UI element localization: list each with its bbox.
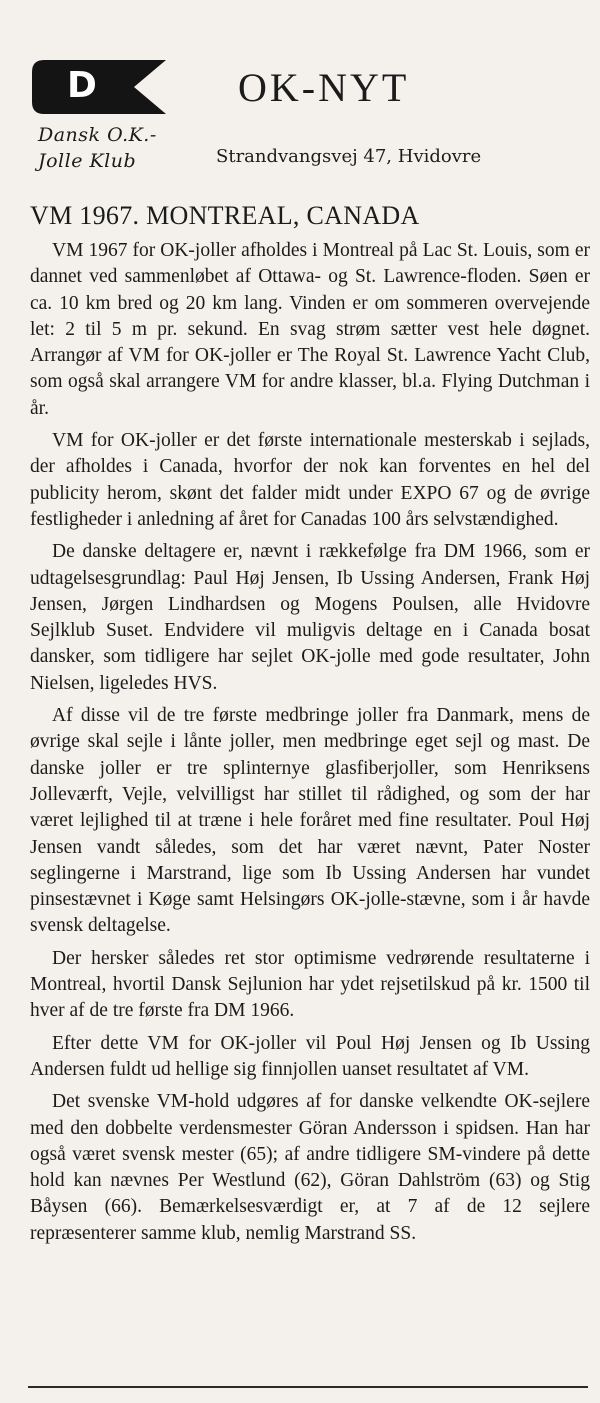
newsletter-title: OK-NYT: [238, 65, 410, 110]
logo-letter: D: [67, 65, 97, 106]
article-body: [30, 238, 590, 1253]
article-paragraph: Efter dette VM for OK-joller vil Poul Høj Jensen og Ib Ussing Andersen fuldt ud hellige sig finnjollen uanset resultatet af VM.: [30, 1032, 590, 1080]
club-name-line-2: Jolle Klub: [38, 150, 137, 172]
club-address: Strandvangsvej 47, Hvidovre: [216, 146, 482, 167]
article-paragraph: Det svenske VM-hold udgøres af for danske velkendte OK-sejlere med den dobbelte verdensmester Göran Andersson i spidsen. Han har også været svensk mester (65); af andre tidligere SM-vindere på dette hold kan nævnes Per Westlund (62), Göran Dahlström (63) og Stig Båysen (66). Bemærkelsesværdigt er, at 7 af de 12 sejlere repræsenterer samme klub, nemlig Marstrand SS.: [30, 1091, 590, 1244]
article-paragraph: Af disse vil de tre første medbringe joller fra Danmark, mens de øvrige skal sejle i lånte joller, men medbringe eget sejl og mast. De danske joller er tre splinternye glasfiberjoller, som Henriksens Jolleværft, Vejle, velvilligst har stillet til rådighed, og som der har været lejlighed til at træne i hele foråret med fine resultater. Poul Høj Jensen vandt således, som det har været nævnt, Pater Noster seglingerne i Marstrand, lige som Ib Ussing Andersen har vundet pinsestævnet i Køge samt Helsingørs OK-jolle-stævne, som i år havde svensk deltagelse.: [30, 705, 590, 937]
club-name-line-1: Dansk O.K.-: [38, 124, 157, 146]
club-name: [38, 122, 188, 174]
bottom-divider: [28, 1386, 588, 1388]
article-heading: VM 1967. MONTREAL, CANADA: [30, 201, 420, 230]
article-paragraph: Der hersker således ret stor optimisme vedrørende resultaterne i Montreal, hvortil Dansk Sejlunion har ydet rejsetilskud på kr. 1500 til hver af de tre første fra DM 1966.: [30, 947, 590, 1022]
article-paragraph: VM 1967 for OK-joller afholdes i Montreal på Lac St. Louis, som er dannet ved sammenløbet af Ottawa- og St. Lawrence-floden. Søen er ca. 10 km bred og 20 km lang. Vinden er om sommeren overvejende let: 2 til 5 m pr. sekund. En svag strøm sætter vest hele døgnet. Arrangør af VM for OK-joller er The Royal St. Lawrence Yacht Club, som også skal arrangere VM for andre klasser, bl.a. Flying Dutchman i år.: [30, 240, 590, 419]
article-paragraph: De danske deltagere er, nævnt i rækkefølge fra DM 1966, som er udtagelsesgrundlag: Paul Høj Jensen, Ib Ussing Andersen, Frank Høj Jensen, Jørgen Lindhardsen og Mogens Poulsen, alle Hvidovre Sejlklub Suset. Endvidere vil muligvis deltage en i Canada bosat dansker, som tidligere har sejlet OK-jolle med gode resultater, John Nielsen, ligeledes HVS.: [30, 541, 590, 694]
article-paragraph: VM for OK-joller er det første internationale mesterskab i sejlads, der afholdes i Canada, hvorfor der nok kan forventes en hel del publicity herom, skønt det falder midt under EXPO 67 og de øvrige festligheder i anledning af året for Canadas 100 års selvstændighed.: [30, 430, 590, 530]
club-logo: [30, 58, 170, 116]
